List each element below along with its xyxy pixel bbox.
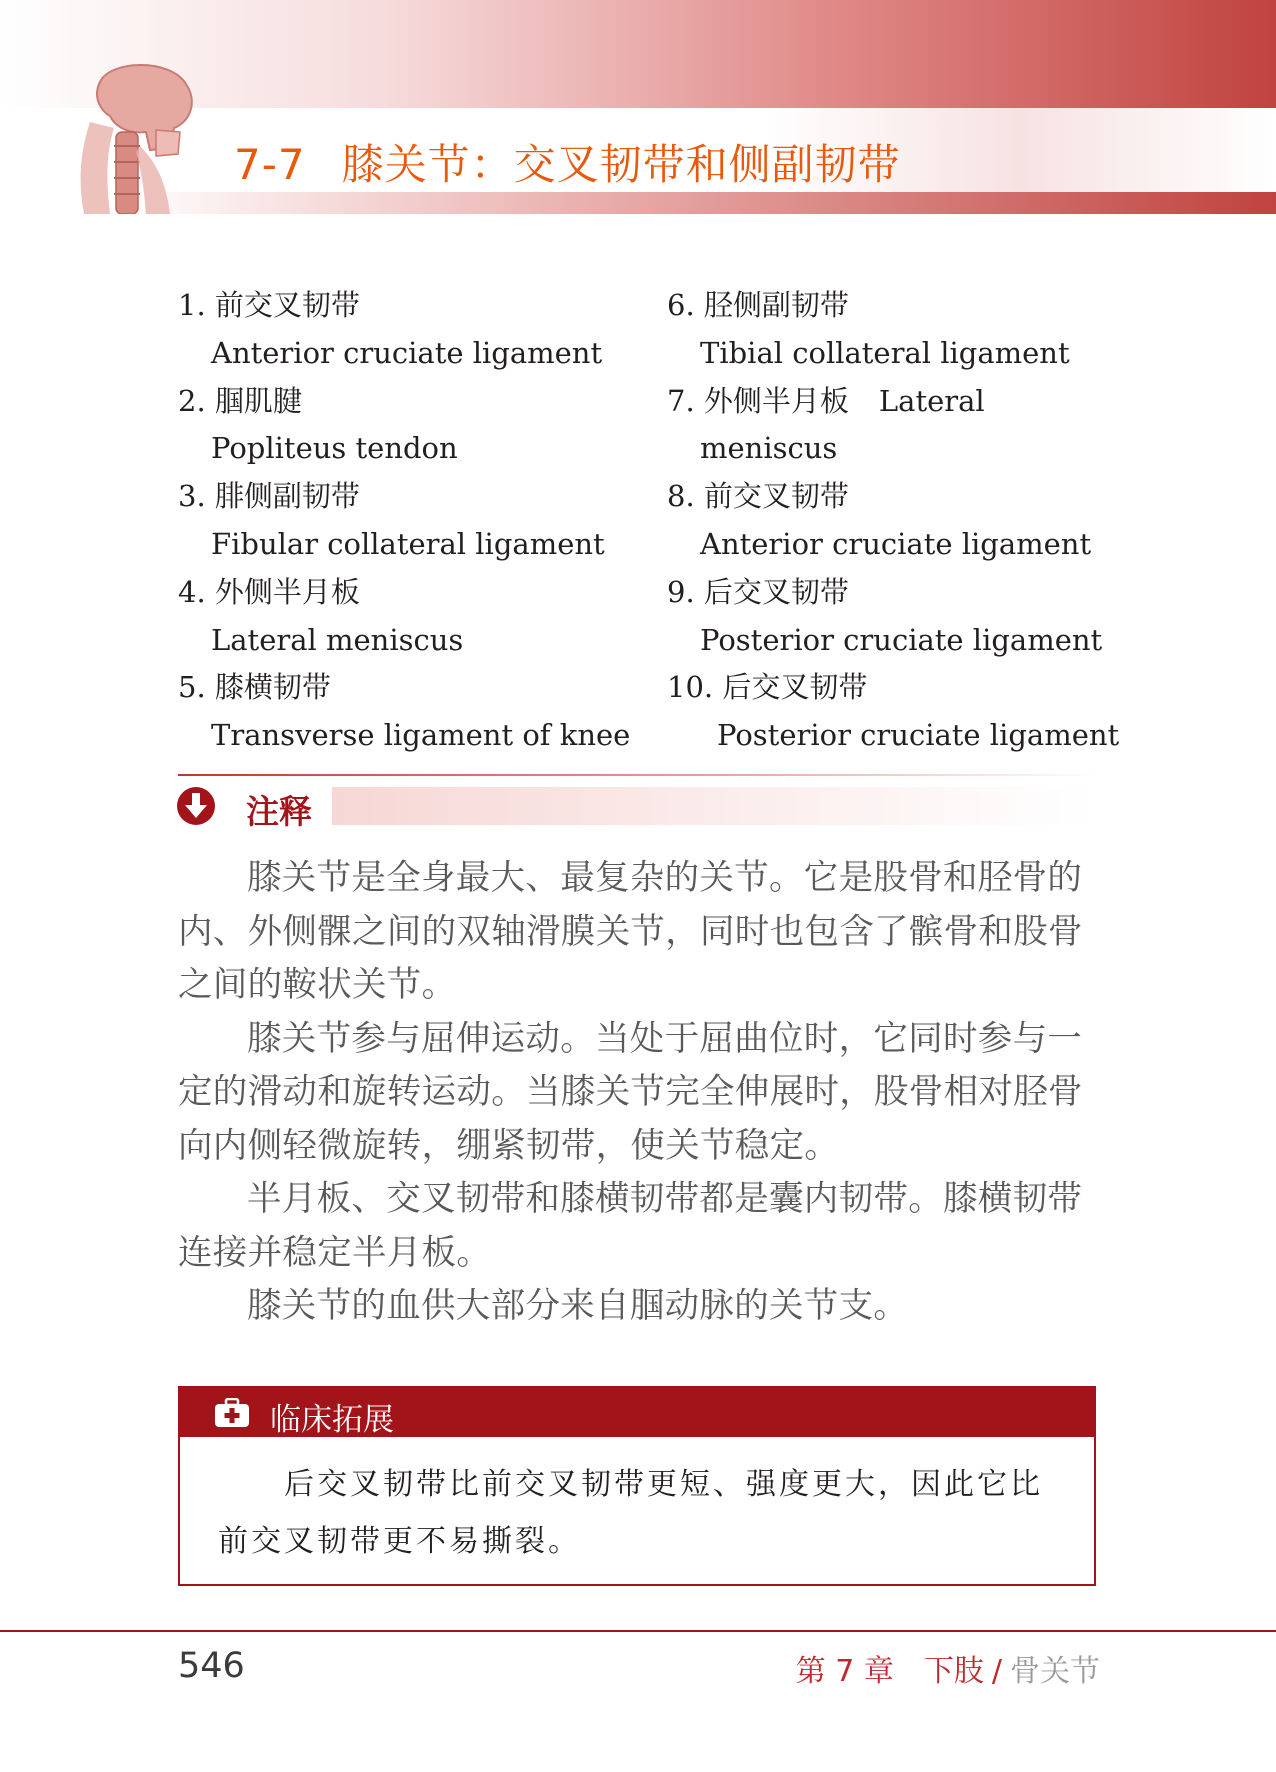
legend-item-en-inline: Lateral (878, 383, 985, 418)
legend-item-en: Tibial collateral ligament (700, 335, 1070, 370)
legend-item-en: Lateral meniscus (211, 622, 464, 657)
legend-item-en: Fibular collateral ligament (211, 526, 605, 561)
legend-item-zh: 6. 胫侧副韧带 (667, 288, 849, 322)
clinical-title: 临床拓展 (270, 1402, 394, 1438)
legend-item-zh: 4. 外侧半月板 (178, 574, 360, 609)
footer-section: 骨关节 (1010, 1654, 1100, 1689)
legend-item-en: Anterior cruciate ligament (211, 335, 603, 370)
notes-paragraph: 半月板、交叉韧带和膝横韧带都是囊内韧带。膝横韧带连接并稳定半月板。 (178, 1179, 1083, 1273)
skull-illustration (70, 62, 210, 214)
notes-body (178, 852, 1098, 1334)
legend-item-en: Popliteus tendon (211, 431, 458, 466)
clinical-box (178, 1386, 1096, 1586)
legend-item (667, 282, 1127, 378)
footer-rule (0, 1630, 1276, 1632)
notes-paragraph: 膝关节参与屈伸运动。当处于屈曲位时，它同时参与一定的滑动和旋转运动。当膝关节完全伸展时，股骨相对胫骨向内侧轻微旋转，绷紧韧带，使关节稳定。 (178, 1018, 1083, 1166)
legend-item-zh: 3. 腓侧副韧带 (178, 479, 360, 514)
legend-item (667, 664, 1127, 760)
running-footer (796, 1646, 1100, 1690)
clinical-header (180, 1388, 1094, 1437)
legend-item-zh: 5. 膝横韧带 (178, 670, 331, 705)
notes-paragraph: 膝关节是全身最大、最复杂的关节。它是股骨和胫骨的内、外侧髁之间的双轴滑膜关节，同时也包含了髌骨和股骨之间的鞍状关节。 (178, 858, 1083, 1005)
clinical-text (218, 1456, 1058, 1570)
legend-item-zh: 10. 后交叉韧带 (667, 670, 868, 705)
legend-right-column (667, 282, 1127, 760)
legend-item (667, 569, 1127, 665)
section-number: 7-7 (234, 140, 306, 189)
legend-item-zh: 7. 外侧半月板 (667, 383, 849, 418)
legend-item (178, 664, 638, 760)
legend-item-en: Posterior cruciate ligament (700, 622, 1103, 657)
legend-item (178, 282, 638, 378)
legend-item-en: meniscus (700, 431, 838, 466)
legend-item-en: Transverse ligament of knee (211, 718, 631, 753)
notes-paragraph: 膝关节的血供大部分来自腘动脉的关节支。 (247, 1286, 909, 1326)
footer-chapter: 第 7 章 下肢 (795, 1654, 984, 1689)
page-number: 546 (178, 1646, 245, 1686)
notes-title: 注释 (246, 792, 312, 831)
legend-item-zh: 9. 后交叉韧带 (667, 574, 849, 609)
legend-item (178, 569, 638, 665)
legend-item (178, 378, 638, 474)
legend-item-zh: 2. 腘肌腱 (178, 383, 302, 418)
legend-item-zh-line (667, 378, 1127, 426)
legend-item (667, 473, 1127, 569)
legend-item-zh: 8. 前交叉韧带 (667, 479, 849, 514)
arrow-down-icon (176, 786, 216, 826)
legend-left-column (178, 282, 638, 760)
clinical-paragraph: 后交叉韧带比前交叉韧带更短、强度更大，因此它比前交叉韧带更不易撕裂。 (218, 1467, 1043, 1559)
notes-divider (178, 774, 1098, 776)
header-rule (120, 192, 1276, 214)
footer-separator: / (991, 1654, 1002, 1689)
legend-item-en: Anterior cruciate ligament (700, 526, 1092, 561)
medical-kit-icon (214, 1398, 250, 1428)
legend-item-en: Posterior cruciate ligament (717, 718, 1120, 753)
section-title (234, 132, 901, 192)
notes-heading-bar (332, 787, 1092, 825)
legend-item (667, 378, 1127, 474)
legend-item (178, 473, 638, 569)
section-title-text: 膝关节：交叉韧带和侧副韧带 (341, 140, 901, 189)
legend-item-zh: 1. 前交叉韧带 (178, 288, 360, 322)
